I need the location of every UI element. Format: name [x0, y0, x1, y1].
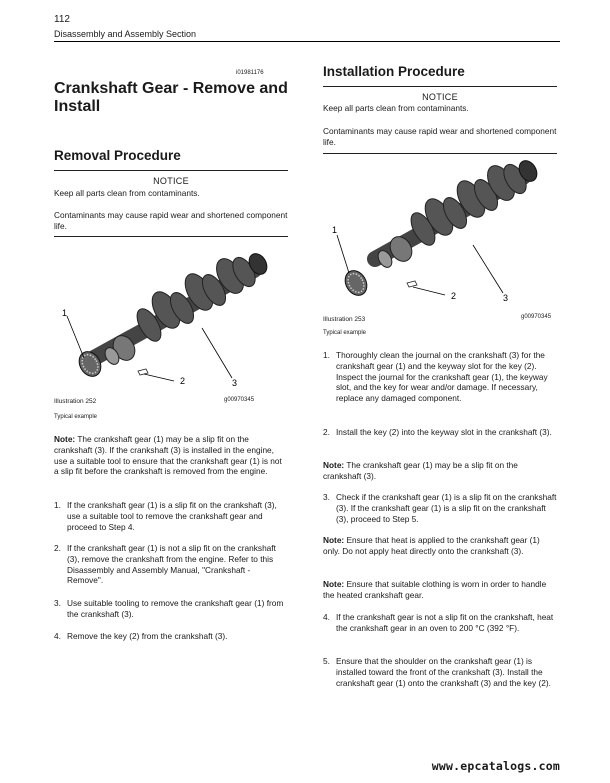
callout-2: 2: [180, 376, 186, 386]
notice-text-1: Keep all parts clean from contaminants.: [323, 103, 469, 113]
illustration-id: g00970345: [224, 397, 255, 403]
step-text: If the crankshaft gear is not a slip fit on the crankshaft, heat the crankshaft gear in an oven to 200 °C (392 °F).: [336, 612, 554, 633]
list-item: [54, 500, 288, 532]
illustration-id: g00970345: [521, 314, 552, 320]
list-item: [323, 427, 557, 438]
callout-3: 3: [232, 378, 238, 388]
step-text: Use suitable tooling to remove the crankshaft gear (1) from the crankshaft (3).: [67, 598, 284, 619]
note-label: Note:: [54, 434, 76, 444]
illustration-label: Illustration 253: [323, 316, 366, 323]
section-title: Disassembly and Assembly Section: [54, 29, 197, 39]
note-label: Note:: [323, 579, 345, 589]
callout-1: 1: [332, 225, 338, 235]
note-paragraph: [323, 579, 557, 601]
note-label: Note:: [323, 535, 345, 545]
step-text: If the crankshaft gear (1) is not a slip fit on the crankshaft (3), remove the crankshaft from the engine. Refer to this Disassembly and Assembly Manual, "Crankshaft - Remove".: [67, 543, 276, 586]
note-label: Note:: [323, 460, 345, 470]
removal-heading: Removal Procedure: [54, 148, 181, 163]
step-number: 5.: [323, 656, 330, 666]
notice-label: NOTICE: [153, 176, 189, 186]
callout-3: 3: [503, 293, 509, 303]
notice-top-rule: [323, 86, 557, 87]
installation-heading: Installation Procedure: [323, 64, 465, 79]
step-number: 1.: [323, 350, 330, 360]
notice-top-rule: [54, 170, 288, 171]
crankshaft-drawing: [375, 157, 540, 269]
crankshaft-illustration-253: [323, 155, 559, 311]
list-item: [323, 612, 557, 634]
watermark-url: www.epcatalogs.com: [431, 759, 560, 773]
document-id: i01981176: [236, 70, 264, 76]
notice-label: NOTICE: [422, 92, 458, 102]
step-number: 2.: [323, 427, 330, 437]
notice-text-2: Contaminants may cause rapid wear and shortened component life.: [323, 126, 557, 147]
step-text: Remove the key (2) from the crankshaft (3).: [67, 631, 228, 641]
note-text: The crankshaft gear (1) may be a slip fit on the crankshaft (3). If the crankshaft (3) is installed in the engine, use a suitable tool to ensure that the crankshaft gear (1) is not a slip fit before the crankshaft is removed from the engine.: [54, 434, 282, 477]
note-text: Ensure that heat is applied to the crankshaft gear (1) only. Do not apply heat directly onto the crankshaft (3).: [323, 535, 540, 556]
crankshaft-drawing: [94, 250, 270, 366]
crankshaft-gear: [341, 267, 371, 300]
note-paragraph: [323, 460, 557, 482]
step-text: Ensure that the shoulder on the crankshaft gear (1) is installed toward the front of the crankshaft (3). Install the crankshaft gear (1) onto the crankshaft (3) and the key (2).: [336, 656, 551, 688]
illustration-caption: Typical example: [54, 414, 98, 420]
list-item: [54, 631, 288, 642]
list-item: [323, 350, 557, 404]
step-text: Check if the crankshaft gear (1) is a slip fit on the crankshaft (3). If the crankshaft gear (1) is a slip fit on the crankshaft (3), proceed to Step 5.: [336, 492, 557, 524]
note-paragraph: [54, 434, 288, 477]
note-text: Ensure that suitable clothing is worn in order to handle the heated crankshaft gear.: [323, 579, 547, 600]
notice-bottom-rule: [54, 236, 288, 237]
list-item: [54, 543, 288, 586]
step-number: 3.: [323, 492, 330, 502]
step-number: 1.: [54, 500, 61, 510]
callout-1: 1: [62, 308, 68, 318]
notice-bottom-rule: [323, 153, 557, 154]
note-paragraph: [323, 535, 557, 557]
step-number: 4.: [323, 612, 330, 622]
illustration-label: Illustration 252: [54, 398, 97, 405]
callout-2: 2: [451, 291, 457, 301]
step-number: 3.: [54, 598, 61, 608]
page-number: 112: [54, 14, 70, 25]
illustration-caption: Typical example: [323, 330, 367, 336]
notice-text-1: Keep all parts clean from contaminants.: [54, 188, 200, 198]
crankshaft-illustration-252: [54, 240, 290, 390]
page-title: Crankshaft Gear - Remove and Install: [54, 80, 288, 115]
note-text: The crankshaft gear (1) may be a slip fit on the crankshaft (3).: [323, 460, 518, 481]
key: [138, 369, 148, 375]
step-text: Install the key (2) into the keyway slot in the crankshaft (3).: [336, 427, 552, 437]
header-divider: [54, 41, 560, 42]
notice-text-2: Contaminants may cause rapid wear and shortened component life.: [54, 210, 288, 231]
step-number: 4.: [54, 631, 61, 641]
step-number: 2.: [54, 543, 61, 553]
step-text: Thoroughly clean the journal on the crankshaft (3) for the crankshaft gear (1) and the keyway slot for the key (2). Inspect the journal for the crankshaft gear (1), the keyway slot, and the key for wear and/or damage. If necessary, replace any damaged component.: [336, 350, 548, 404]
list-item: [54, 598, 288, 620]
key: [407, 281, 417, 287]
list-item: [323, 492, 557, 524]
step-text: If the crankshaft gear (1) is a slip fit on the crankshaft (3), use a suitable tool to remove the crankshaft gear and proceed to Step 4.: [67, 500, 277, 532]
list-item: [323, 656, 557, 688]
